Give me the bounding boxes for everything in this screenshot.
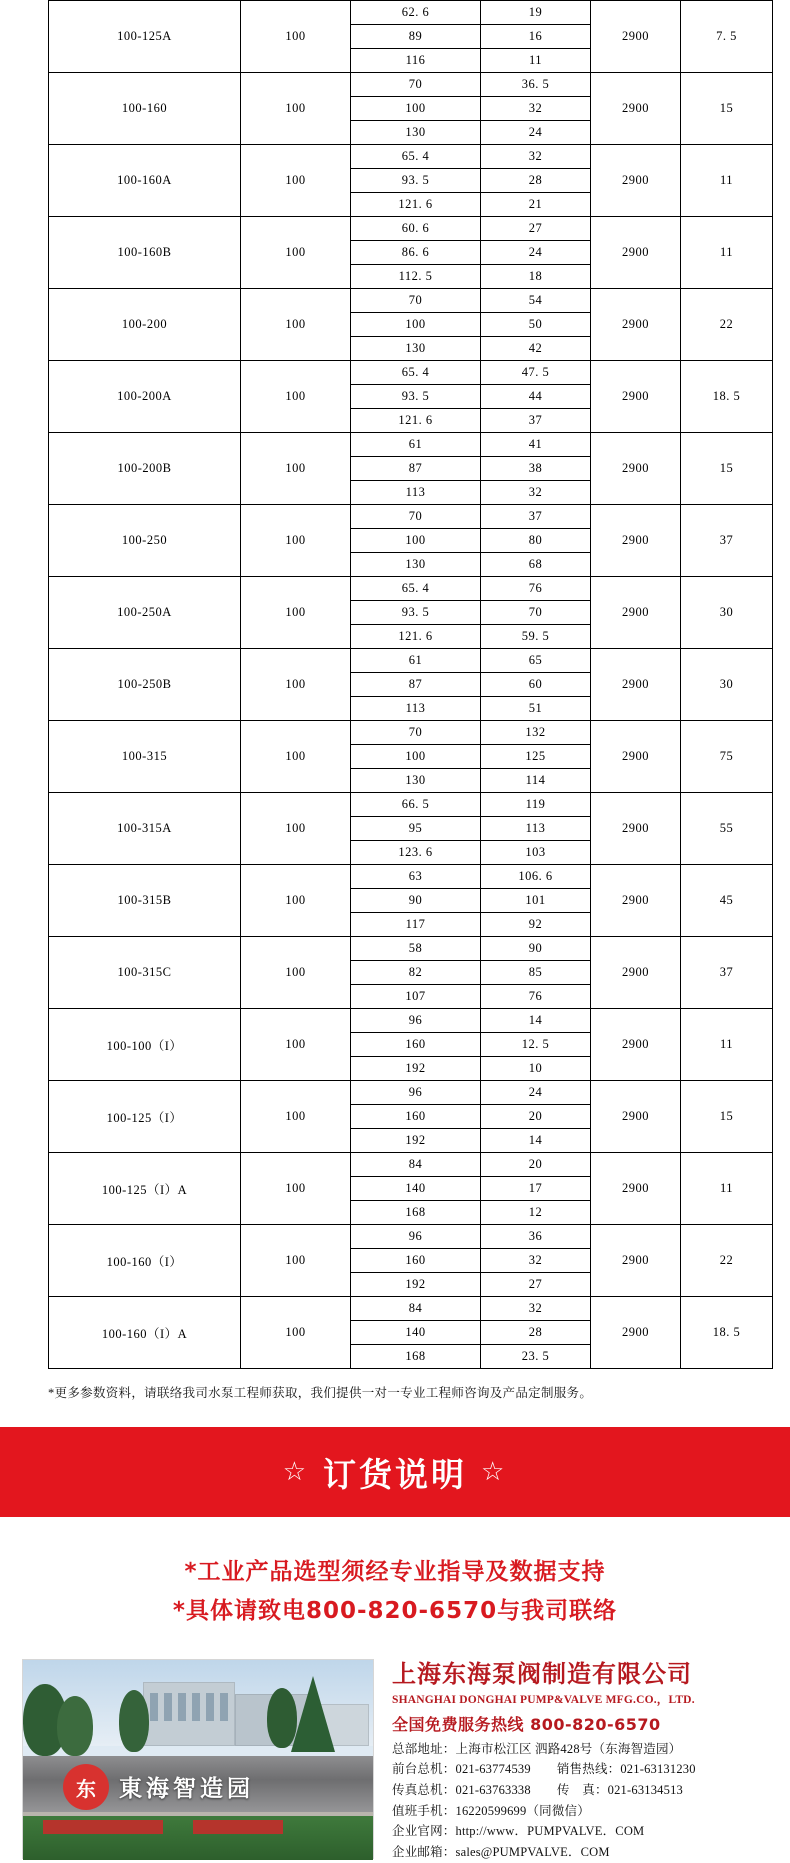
cell-head: 113 [351, 481, 481, 505]
cell-efficiency: 76 [481, 985, 591, 1009]
cell-head: 192 [351, 1129, 481, 1153]
cell-head: 113 [351, 697, 481, 721]
cell-power: 18. 5 [681, 1297, 773, 1369]
photo-tree-3 [119, 1690, 149, 1752]
table-row [49, 865, 773, 889]
cell-efficiency: 23. 5 [481, 1345, 591, 1369]
star-right-icon: ☆ [481, 1457, 508, 1487]
cell-efficiency: 20 [481, 1105, 591, 1129]
cell-head: 90 [351, 889, 481, 913]
cell-flow: 100 [241, 505, 351, 577]
cell-head: 96 [351, 1081, 481, 1105]
cell-head: 86. 6 [351, 241, 481, 265]
cell-head: 87 [351, 673, 481, 697]
table-row [49, 937, 773, 961]
cell-efficiency: 103 [481, 841, 591, 865]
cell-power: 11 [681, 145, 773, 217]
table-row [49, 1081, 773, 1105]
table-row [49, 289, 773, 313]
cell-head: 160 [351, 1249, 481, 1273]
cell-flow: 100 [241, 1297, 351, 1369]
star-left-icon: ☆ [282, 1457, 309, 1487]
cell-efficiency: 14 [481, 1009, 591, 1033]
cell-speed: 2900 [591, 145, 681, 217]
cell-head: 62. 6 [351, 1, 481, 25]
cell-efficiency: 12. 5 [481, 1033, 591, 1057]
cell-flow: 100 [241, 73, 351, 145]
cell-head: 130 [351, 337, 481, 361]
cell-speed: 2900 [591, 1225, 681, 1297]
cell-power: 15 [681, 1081, 773, 1153]
cell-speed: 2900 [591, 865, 681, 937]
cell-speed: 2900 [591, 1081, 681, 1153]
cell-head: 192 [351, 1057, 481, 1081]
cell-head: 192 [351, 1273, 481, 1297]
company-phone-row [392, 1759, 770, 1780]
cell-efficiency: 12 [481, 1201, 591, 1225]
front-desk-label: 前台总机： [392, 1762, 456, 1777]
cell-efficiency: 50 [481, 313, 591, 337]
cell-head: 70 [351, 73, 481, 97]
cell-efficiency: 32 [481, 1249, 591, 1273]
cell-efficiency: 65 [481, 649, 591, 673]
cell-head: 82 [351, 961, 481, 985]
cell-speed: 2900 [591, 1, 681, 73]
cell-head: 93. 5 [351, 385, 481, 409]
cell-head: 121. 6 [351, 409, 481, 433]
cell-head: 160 [351, 1105, 481, 1129]
table-row [49, 577, 773, 601]
cell-head: 96 [351, 1009, 481, 1033]
cell-model: 100-315C [49, 937, 241, 1009]
cell-efficiency: 32 [481, 1297, 591, 1321]
cell-efficiency: 17 [481, 1177, 591, 1201]
cell-efficiency: 32 [481, 481, 591, 505]
company-name-cn: 上海东海泵阀制造有限公司 [392, 1660, 692, 1689]
order-instructions-banner [0, 1427, 790, 1517]
cell-model: 100-160A [49, 145, 241, 217]
table-row [49, 1153, 773, 1177]
cell-model: 100-160B [49, 217, 241, 289]
cell-efficiency: 44 [481, 385, 591, 409]
table-row [49, 1225, 773, 1249]
photo-conifer [291, 1676, 335, 1752]
cell-flow: 100 [241, 145, 351, 217]
cell-power: 37 [681, 505, 773, 577]
cell-head: 58 [351, 937, 481, 961]
cell-efficiency: 90 [481, 937, 591, 961]
cell-power: 11 [681, 1009, 773, 1081]
cell-flow: 100 [241, 721, 351, 793]
cell-power: 30 [681, 649, 773, 721]
cell-flow: 100 [241, 361, 351, 433]
cell-efficiency: 113 [481, 817, 591, 841]
cell-head: 123. 6 [351, 841, 481, 865]
cell-power: 15 [681, 433, 773, 505]
company-mobile: 值班手机：16220599699（同微信） [392, 1803, 590, 1818]
cell-efficiency: 24 [481, 1081, 591, 1105]
cell-efficiency: 132 [481, 721, 591, 745]
cell-efficiency: 54 [481, 289, 591, 313]
cell-flow: 100 [241, 1225, 351, 1297]
cell-head: 100 [351, 313, 481, 337]
cell-efficiency: 76 [481, 577, 591, 601]
cell-model: 100-315B [49, 865, 241, 937]
company-email: 企业邮箱：sales@PUMPVALVE．COM [392, 1844, 610, 1859]
cell-speed: 2900 [591, 721, 681, 793]
cell-efficiency: 24 [481, 121, 591, 145]
headline-2: *具体请致电800-820-6570与我司联络 [172, 1598, 618, 1625]
cell-flow: 100 [241, 1153, 351, 1225]
cell-head: 100 [351, 97, 481, 121]
cell-model: 100-200 [49, 289, 241, 361]
cell-power: 7. 5 [681, 1, 773, 73]
cell-model: 100-200A [49, 361, 241, 433]
cell-efficiency: 59. 5 [481, 625, 591, 649]
cell-head: 61 [351, 433, 481, 457]
cell-model: 100-315A [49, 793, 241, 865]
sales-number: 021-63131230 [620, 1762, 696, 1777]
cell-model: 100-125（I）A [49, 1153, 241, 1225]
cell-efficiency: 119 [481, 793, 591, 817]
cell-efficiency: 37 [481, 409, 591, 433]
cell-head: 112. 5 [351, 265, 481, 289]
cell-efficiency: 85 [481, 961, 591, 985]
cell-head: 70 [351, 721, 481, 745]
cell-head: 95 [351, 817, 481, 841]
cell-efficiency: 14 [481, 1129, 591, 1153]
cell-efficiency: 68 [481, 553, 591, 577]
table-row [49, 1009, 773, 1033]
pump-spec-table [48, 0, 773, 1369]
headline-block [0, 1553, 790, 1631]
cell-speed: 2900 [591, 433, 681, 505]
cell-power: 22 [681, 289, 773, 361]
cell-speed: 2900 [591, 577, 681, 649]
company-address: 总部地址：上海市松江区 泗路428号（东海智造园） [392, 1741, 682, 1756]
photo-building-1 [143, 1682, 235, 1746]
table-row [49, 73, 773, 97]
front-desk-number: 021-63774539 [455, 1762, 531, 1777]
cell-speed: 2900 [591, 937, 681, 1009]
cell-head: 60. 6 [351, 217, 481, 241]
cell-speed: 2900 [591, 289, 681, 361]
cell-efficiency: 37 [481, 505, 591, 529]
cell-efficiency: 106. 6 [481, 865, 591, 889]
cell-efficiency: 32 [481, 145, 591, 169]
cell-power: 18. 5 [681, 361, 773, 433]
cell-model: 100-250A [49, 577, 241, 649]
cell-head: 65. 4 [351, 145, 481, 169]
cell-efficiency: 10 [481, 1057, 591, 1081]
cell-flow: 100 [241, 1081, 351, 1153]
cell-head: 160 [351, 1033, 481, 1057]
photo-flowerbed-2 [193, 1820, 283, 1834]
cell-model: 100-200B [49, 433, 241, 505]
cell-efficiency: 11 [481, 49, 591, 73]
cell-model: 100-160（I）A [49, 1297, 241, 1369]
company-hotline: 全国免费服务热线 800-820-6570 [392, 1714, 661, 1734]
cell-head: 117 [351, 913, 481, 937]
cell-head: 84 [351, 1297, 481, 1321]
cell-efficiency: 101 [481, 889, 591, 913]
cell-flow: 100 [241, 577, 351, 649]
cell-speed: 2900 [591, 1009, 681, 1081]
table-footnote: *更多参数资料，请联络我司水泵工程师获取，我们提供一对一专业工程师咨询及产品定制服务。 [48, 1386, 593, 1400]
photo-tree-2 [57, 1696, 93, 1756]
cell-speed: 2900 [591, 649, 681, 721]
fax2-label: 传 真： [556, 1783, 608, 1798]
cell-flow: 100 [241, 433, 351, 505]
cell-speed: 2900 [591, 505, 681, 577]
cell-power: 30 [681, 577, 773, 649]
cell-speed: 2900 [591, 361, 681, 433]
table-row [49, 1, 773, 25]
cell-efficiency: 51 [481, 697, 591, 721]
cell-head: 130 [351, 553, 481, 577]
cell-model: 100-250B [49, 649, 241, 721]
headline-1: *工业产品选型须经专业指导及数据支持 [184, 1559, 606, 1585]
cell-flow: 100 [241, 1009, 351, 1081]
cell-head: 70 [351, 505, 481, 529]
cell-flow: 100 [241, 1, 351, 73]
cell-efficiency: 28 [481, 1321, 591, 1345]
banner-text [283, 1449, 508, 1496]
cell-efficiency: 28 [481, 169, 591, 193]
cell-model: 100-160（I） [49, 1225, 241, 1297]
cell-efficiency: 38 [481, 457, 591, 481]
cell-head: 168 [351, 1201, 481, 1225]
cell-model: 100-125（I） [49, 1081, 241, 1153]
photo-company-logo-icon: 东 [63, 1764, 109, 1810]
cell-flow: 100 [241, 289, 351, 361]
cell-efficiency: 32 [481, 97, 591, 121]
fax-label: 传真总机： [392, 1783, 456, 1798]
cell-efficiency: 36 [481, 1225, 591, 1249]
cell-efficiency: 125 [481, 745, 591, 769]
cell-efficiency: 27 [481, 217, 591, 241]
cell-head: 66. 5 [351, 793, 481, 817]
cell-head: 65. 4 [351, 577, 481, 601]
table-row [49, 793, 773, 817]
company-contact-lines [392, 1739, 770, 1863]
cell-head: 93. 5 [351, 601, 481, 625]
cell-head: 87 [351, 457, 481, 481]
table-row [49, 361, 773, 385]
cell-model: 100-250 [49, 505, 241, 577]
cell-efficiency: 19 [481, 1, 591, 25]
cell-power: 11 [681, 217, 773, 289]
cell-power: 45 [681, 865, 773, 937]
cell-head: 93. 5 [351, 169, 481, 193]
cell-efficiency: 24 [481, 241, 591, 265]
cell-head: 70 [351, 289, 481, 313]
cell-head: 130 [351, 769, 481, 793]
cell-speed: 2900 [591, 793, 681, 865]
cell-power: 22 [681, 1225, 773, 1297]
cell-head: 65. 4 [351, 361, 481, 385]
cell-head: 140 [351, 1177, 481, 1201]
cell-speed: 2900 [591, 73, 681, 145]
company-website: 企业官网：http://www．PUMPVALVE．COM [392, 1824, 645, 1839]
cell-power: 37 [681, 937, 773, 1009]
cell-flow: 100 [241, 865, 351, 937]
cell-power: 11 [681, 1153, 773, 1225]
cell-model: 100-315 [49, 721, 241, 793]
cell-head: 121. 6 [351, 625, 481, 649]
company-info [392, 1659, 770, 1862]
cell-speed: 2900 [591, 217, 681, 289]
company-fax-row [392, 1780, 770, 1801]
sales-label: 销售热线： [556, 1762, 621, 1777]
cell-efficiency: 47. 5 [481, 361, 591, 385]
table-row [49, 721, 773, 745]
cell-efficiency: 114 [481, 769, 591, 793]
cell-head: 121. 6 [351, 193, 481, 217]
cell-speed: 2900 [591, 1297, 681, 1369]
cell-speed: 2900 [591, 1153, 681, 1225]
cell-model: 100-160 [49, 73, 241, 145]
photo-wall-text: 東海智造园 [119, 1776, 254, 1803]
factory-photo [22, 1659, 374, 1859]
cell-efficiency: 92 [481, 913, 591, 937]
cell-efficiency: 36. 5 [481, 73, 591, 97]
cell-head: 63 [351, 865, 481, 889]
banner-title: 订货说明 [323, 1454, 467, 1494]
table-row [49, 433, 773, 457]
cell-efficiency: 27 [481, 1273, 591, 1297]
cell-model: 100-100（I） [49, 1009, 241, 1081]
fax-number: 021-63763338 [455, 1783, 531, 1798]
cell-efficiency: 16 [481, 25, 591, 49]
cell-flow: 100 [241, 217, 351, 289]
cell-head: 84 [351, 1153, 481, 1177]
company-name-en: SHANGHAI DONGHAI PUMP&VALVE MFG.CO.，LTD. [392, 1693, 695, 1706]
cell-efficiency: 20 [481, 1153, 591, 1177]
cell-efficiency: 41 [481, 433, 591, 457]
cell-head: 107 [351, 985, 481, 1009]
cell-head: 89 [351, 25, 481, 49]
table-row [49, 217, 773, 241]
cell-flow: 100 [241, 793, 351, 865]
table-row [49, 505, 773, 529]
cell-head: 100 [351, 529, 481, 553]
cell-efficiency: 70 [481, 601, 591, 625]
cell-power: 75 [681, 721, 773, 793]
cell-efficiency: 80 [481, 529, 591, 553]
cell-power: 15 [681, 73, 773, 145]
cell-efficiency: 42 [481, 337, 591, 361]
cell-efficiency: 21 [481, 193, 591, 217]
cell-head: 168 [351, 1345, 481, 1369]
cell-flow: 100 [241, 937, 351, 1009]
table-row [49, 1297, 773, 1321]
cell-efficiency: 60 [481, 673, 591, 697]
cell-model: 100-125A [49, 1, 241, 73]
cell-head: 96 [351, 1225, 481, 1249]
fax2-number: 021-63134513 [607, 1783, 683, 1798]
cell-head: 116 [351, 49, 481, 73]
cell-head: 61 [351, 649, 481, 673]
footer [0, 1659, 790, 1862]
cell-efficiency: 18 [481, 265, 591, 289]
table-row [49, 649, 773, 673]
cell-head: 130 [351, 121, 481, 145]
table-row [49, 145, 773, 169]
cell-head: 100 [351, 745, 481, 769]
photo-flowerbed-1 [43, 1820, 163, 1834]
cell-head: 140 [351, 1321, 481, 1345]
cell-flow: 100 [241, 649, 351, 721]
cell-power: 55 [681, 793, 773, 865]
